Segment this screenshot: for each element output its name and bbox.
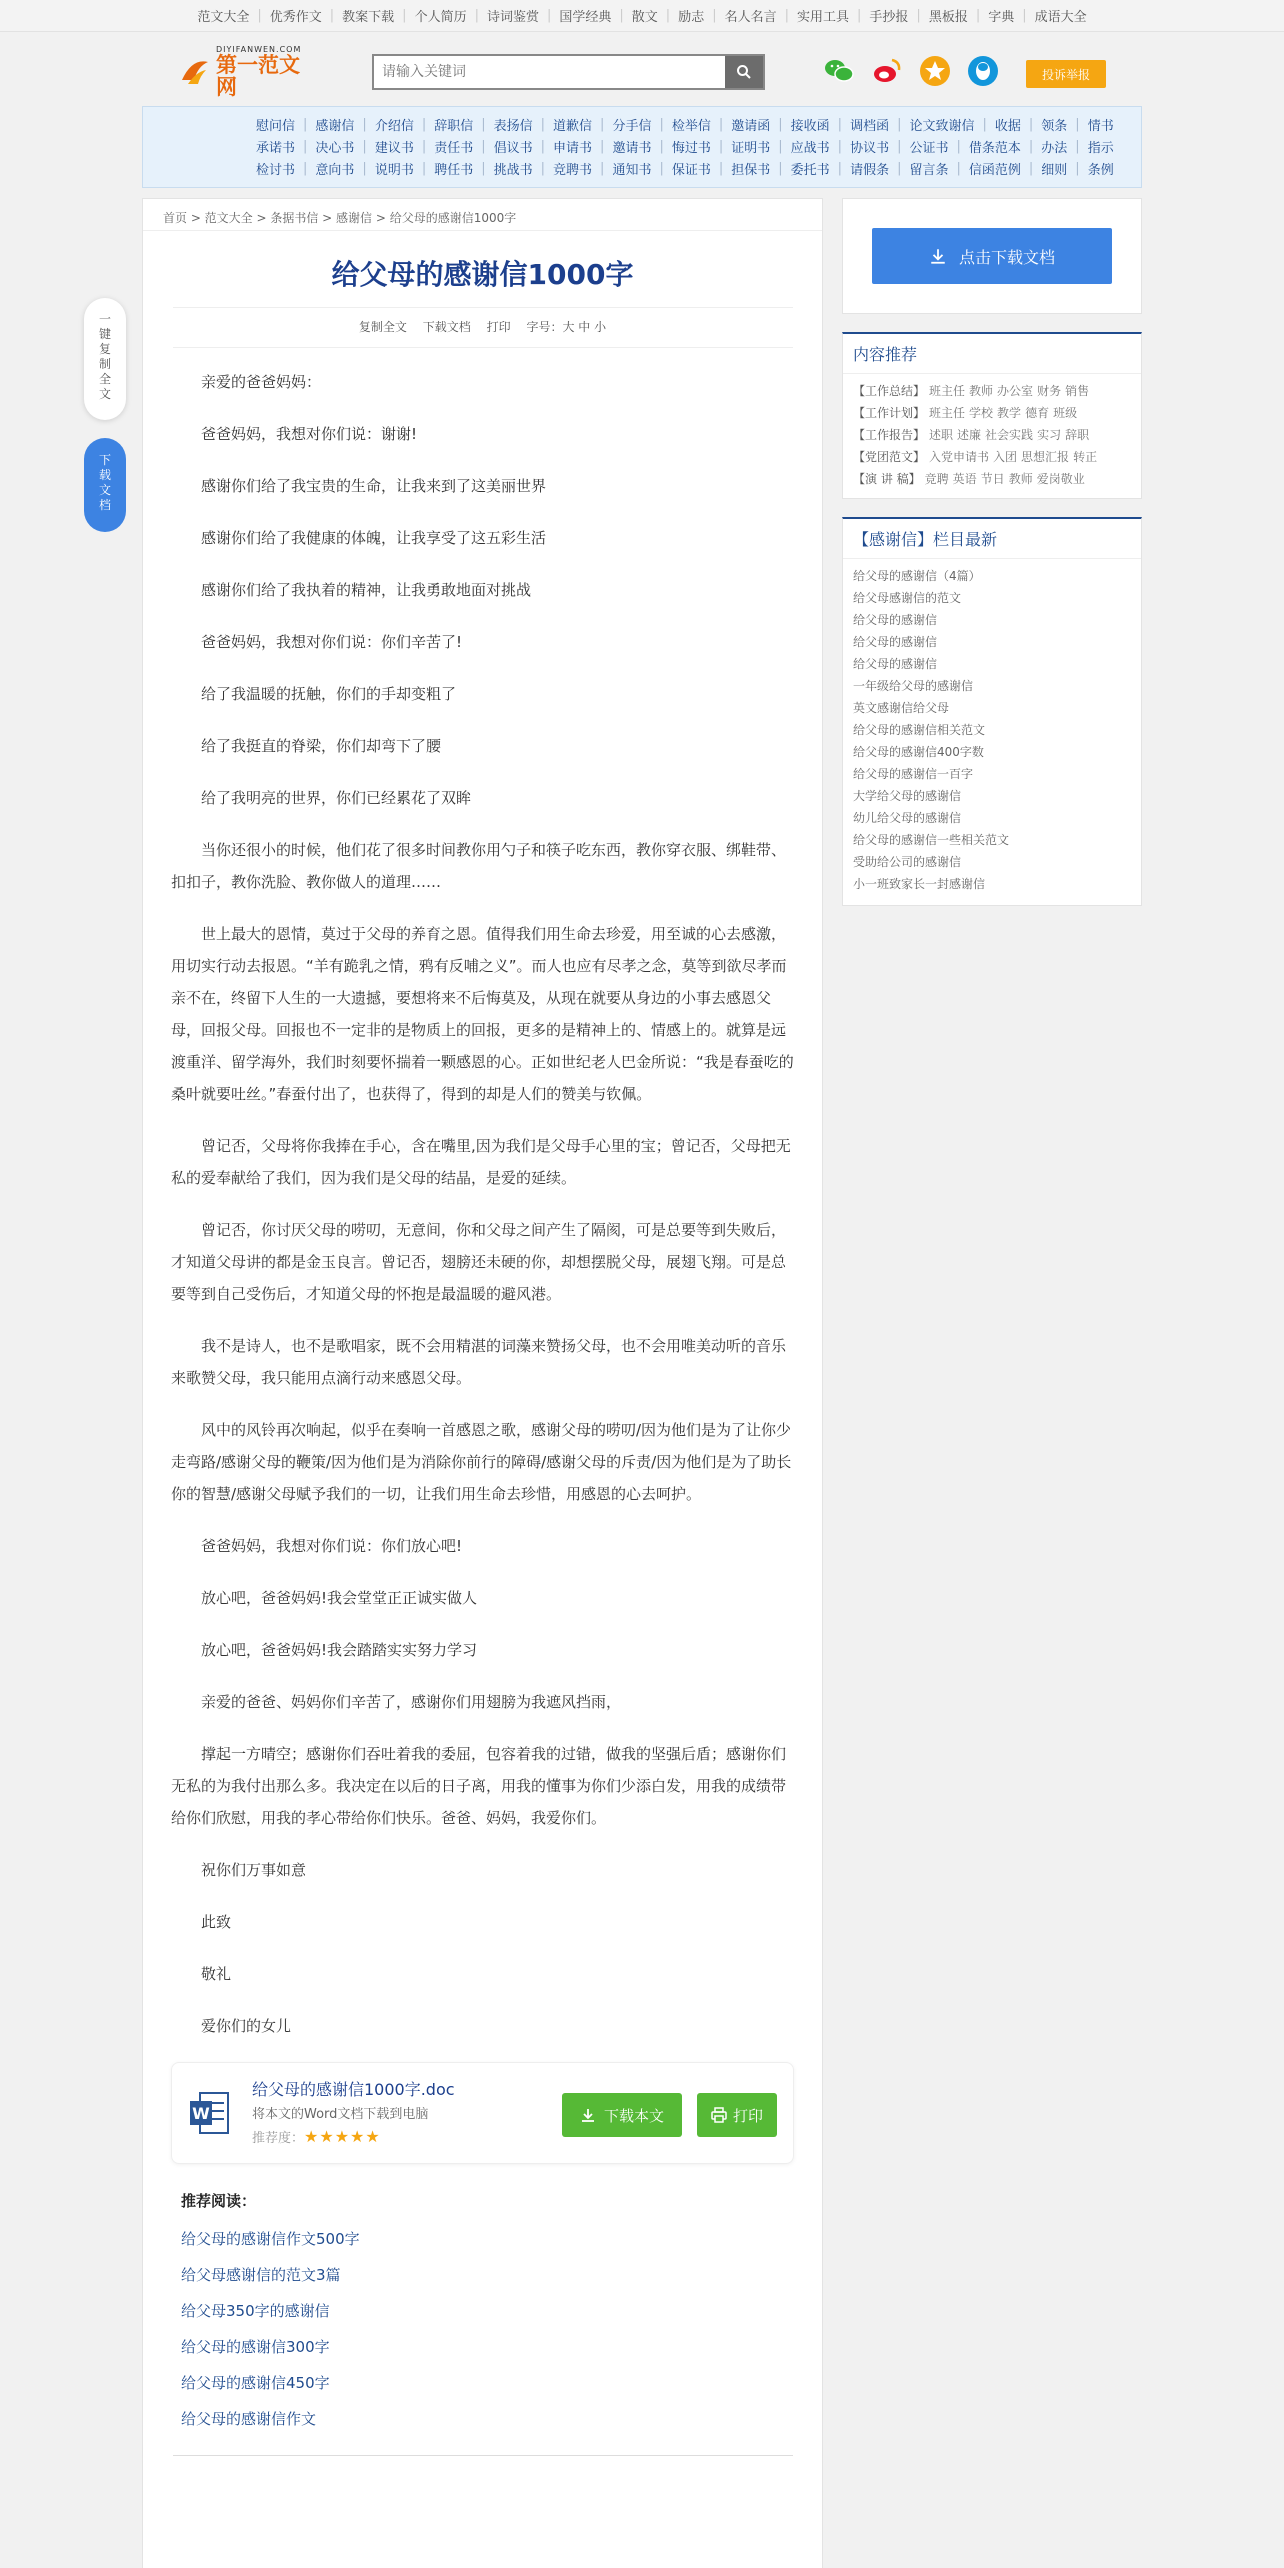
category-link[interactable]: 感谢信: [315, 118, 355, 134]
top-nav-link[interactable]: 名人名言: [724, 10, 777, 25]
category-link[interactable]: 表扬信: [493, 118, 533, 134]
article-paragraph: 爸爸妈妈，我想对你们说：你们放心吧!: [201, 1537, 463, 1555]
print-link[interactable]: 打印: [486, 320, 511, 334]
tag-link[interactable]: 述廉: [957, 428, 982, 442]
category-separator: |: [1075, 160, 1080, 176]
recommended-link[interactable]: 给父母的感谢信作文: [181, 2410, 317, 2428]
category-link[interactable]: 调档函: [850, 118, 890, 134]
top-nav-link[interactable]: 散文: [631, 10, 658, 25]
category-link[interactable]: 领条: [1041, 118, 1068, 134]
font-size-switch[interactable]: 字号：大 中 小: [526, 320, 607, 334]
tag-link[interactable]: 财务: [1037, 384, 1062, 398]
category-separator: |: [362, 116, 367, 132]
download-article-button[interactable]: [562, 2093, 682, 2137]
top-nav-link[interactable]: 实用工具: [797, 10, 850, 25]
category-link[interactable]: 证明书: [731, 140, 771, 156]
tag-link[interactable]: 辞职: [1065, 428, 1090, 442]
recommended-link[interactable]: 给父母感谢信的范文3篇: [181, 2266, 341, 2284]
tag-link[interactable]: 爱岗敬业: [1036, 472, 1085, 486]
top-nav-link[interactable]: 范文大全: [197, 10, 250, 25]
social-links: [822, 54, 1000, 88]
top-nav-link[interactable]: 成语大全: [1034, 10, 1087, 25]
report-button[interactable]: 投诉举报: [1026, 60, 1106, 88]
tag-link[interactable]: 实习: [1037, 428, 1062, 442]
recommended-link[interactable]: 给父母的感谢信300字: [181, 2338, 330, 2356]
download-float-label: 下载文档: [98, 453, 111, 512]
category-link[interactable]: 协议书: [850, 140, 890, 156]
category-separator: |: [778, 138, 783, 154]
top-nav-link[interactable]: 教案下载: [342, 10, 395, 25]
tag-link[interactable]: 节日: [980, 472, 1005, 486]
category-separator: |: [362, 160, 367, 176]
category-link[interactable]: 说明书: [374, 162, 414, 178]
article-paragraph: 亲爱的爸爸妈妈：: [201, 373, 322, 391]
top-nav-separator: |: [329, 8, 335, 23]
print-button[interactable]: [697, 2093, 777, 2137]
article-body: [143, 348, 822, 2042]
category-separator: |: [956, 138, 961, 154]
category-link[interactable]: 收据: [994, 118, 1021, 134]
tag-link[interactable]: 德育: [1025, 406, 1050, 420]
category-separator: |: [982, 116, 987, 132]
tag-link[interactable]: 转正: [1073, 450, 1098, 464]
article-tools: [143, 318, 822, 335]
tag-row-category[interactable]: 【工作报告】: [853, 428, 926, 442]
tag-link[interactable]: 班主任: [929, 384, 966, 398]
article-paragraph: 亲爱的爸爸、妈妈你们辛苦了，感谢你们用翅膀为我遮风挡雨，: [201, 1693, 622, 1711]
tag-row: [843, 424, 1141, 446]
category-link[interactable]: 保证书: [671, 162, 711, 178]
article-paragraph: 给了我温暖的抚触，你们的手却变粗了: [201, 685, 457, 703]
category-link[interactable]: 情书: [1087, 118, 1114, 134]
category-separator: |: [481, 160, 486, 176]
tag-link[interactable]: 入党申请书: [929, 450, 990, 464]
category-link[interactable]: 倡议书: [493, 140, 533, 156]
favorite-star-icon[interactable]: [918, 54, 952, 88]
category-link[interactable]: 留言条: [909, 162, 949, 178]
article-paragraph: 给了我明亮的世界，你们已经累花了双眸: [201, 789, 472, 807]
search-input[interactable]: [374, 56, 725, 88]
article-paragraph: 感谢你们给了我健康的体魄，让我享受了这五彩生活: [201, 529, 547, 547]
copy-all-float-label: 一键复制全文: [98, 312, 111, 401]
download-doc-link[interactable]: 下载文档: [422, 320, 471, 334]
category-separator: |: [481, 138, 486, 154]
title-divider: [173, 307, 793, 308]
recommended-reading: [143, 2164, 822, 2437]
tag-row: [843, 380, 1141, 402]
latest-list-item[interactable]: 给父母感谢信的范文: [853, 591, 962, 605]
tag-link[interactable]: 思想汇报: [1021, 450, 1070, 464]
latest-list-item[interactable]: 大学给父母的感谢信: [853, 789, 962, 803]
article-paragraph: 曾记否，你讨厌父母的唠叨，无意间，你和父母之间产生了隔阂，可是总要等到失败后，才知道父母讲的都是金玉良言。曾记否，翅膀还未硬的你，却想摆脱父母，展翅飞翔。可是总要等到自己受伤后，才知道父母的怀抱是最温暖的避风港。: [171, 1221, 787, 1303]
latest-list-item[interactable]: 英文感谢信给父母: [853, 701, 950, 715]
latest-list-item[interactable]: 给父母的感谢信一些相关范文: [853, 833, 1010, 847]
top-nav-separator: |: [857, 8, 862, 23]
latest-list-item[interactable]: 给父母的感谢信400字数: [853, 745, 984, 759]
recommended-link[interactable]: 给父母的感谢信作文500字: [181, 2230, 360, 2248]
logo-en-text: DIYIFANWEN.COM: [216, 44, 302, 54]
top-nav-link[interactable]: 优秀作文: [269, 10, 322, 25]
tag-row-category[interactable]: 【演 讲 稿】: [853, 472, 921, 486]
article-paragraph: 放心吧，爸爸妈妈!我会堂堂正正诚实做人: [201, 1589, 478, 1607]
category-link[interactable]: 意向书: [315, 162, 355, 178]
copy-all-float-button[interactable]: [84, 298, 126, 420]
wechat-icon[interactable]: [822, 54, 856, 88]
tag-row: [843, 402, 1141, 424]
top-nav-separator: |: [665, 8, 671, 23]
article-paragraph: 给了我挺直的脊梁，你们却弯下了腰: [201, 737, 442, 755]
tag-link[interactable]: 教师: [969, 384, 994, 398]
tag-link[interactable]: 教学: [997, 406, 1022, 420]
category-separator: |: [837, 160, 843, 176]
content-wrap: [98, 198, 1142, 2568]
content-recommend-title: 内容推荐: [843, 334, 1141, 374]
qq-icon[interactable]: [966, 54, 1000, 88]
top-nav-separator: |: [257, 8, 262, 23]
latest-list-item[interactable]: 一年级给父母的感谢信: [853, 679, 974, 693]
category-separator: |: [718, 138, 724, 154]
tag-link[interactable]: 社会实践: [985, 428, 1034, 442]
article-paragraph: 当你还很小的时候，他们花了很多时间教你用勺子和筷子吃东西，教你穿衣服、绑鞋带、扣扣子，教你洗脸、教你做人的道理……: [171, 841, 787, 891]
svg-text:W: W: [192, 2104, 210, 2123]
site-logo[interactable]: [178, 44, 318, 99]
category-link[interactable]: 请假条: [850, 162, 890, 178]
category-separator: |: [1075, 116, 1080, 132]
tag-link[interactable]: 销售: [1065, 384, 1090, 398]
download-filename[interactable]: 给父母的感谢信1000字.doc: [252, 2080, 455, 2099]
breadcrumb[interactable]: 首页 > 范文大全 > 条据书信 > 感谢信 > 给父母的感谢信1000字: [143, 199, 822, 231]
category-link[interactable]: 邀请书: [612, 140, 652, 156]
category-link[interactable]: 建议书: [374, 140, 414, 156]
header: [142, 32, 1142, 106]
tag-link[interactable]: 班主任: [929, 406, 966, 420]
top-nav-separator: |: [975, 8, 981, 23]
category-link[interactable]: 聘任书: [434, 162, 474, 178]
category-link[interactable]: 委托书: [790, 162, 830, 178]
main-content: [142, 198, 823, 2568]
article-paragraph: 感谢你们给了我宝贵的生命，让我来到了这美丽世界: [201, 477, 547, 495]
download-box: [171, 2062, 794, 2164]
latest-list-item[interactable]: 小一班致家长一封感谢信: [853, 877, 986, 891]
recommended-heading: 推荐阅读：: [181, 2192, 257, 2210]
category-separator: |: [718, 160, 724, 176]
category-link[interactable]: 慰问信: [256, 118, 296, 134]
category-separator: |: [1028, 160, 1034, 176]
download-float-button[interactable]: [84, 438, 126, 532]
recommended-link[interactable]: 给父母350字的感谢信: [181, 2302, 330, 2320]
category-link[interactable]: 借条范本: [968, 140, 1021, 156]
top-nav: [0, 0, 1284, 32]
top-nav-separator: |: [1022, 8, 1027, 23]
content-recommend-box: [842, 332, 1142, 499]
category-separator: |: [897, 138, 902, 154]
top-nav-link[interactable]: 手抄报: [869, 10, 909, 25]
latest-list-item[interactable]: 给父母的感谢信: [853, 613, 938, 627]
category-separator: |: [837, 138, 843, 154]
category-row-2: [248, 135, 1141, 157]
top-nav-separator: |: [712, 8, 717, 23]
copy-text-link[interactable]: 复制全文: [358, 320, 407, 334]
article-title: 给父母的感谢信1000字: [331, 258, 634, 291]
category-link[interactable]: 邀请函: [731, 118, 771, 134]
article-paragraph: 我不是诗人，也不是歌唱家，既不会用精湛的词藻来赞扬父母，也不会用唯美动听的音乐来歌赞父母，我只能用点滴行动来感恩父母。: [171, 1337, 787, 1387]
category-row-1: [248, 113, 1141, 135]
download-rating: [252, 2127, 381, 2146]
latest-list-title: 【感谢信】栏目最新: [843, 519, 1141, 559]
category-separator: |: [600, 138, 605, 154]
logo-mark-icon: [178, 54, 212, 88]
category-link[interactable]: 责任书: [434, 140, 474, 156]
latest-list-item[interactable]: 给父母的感谢信一百字: [853, 767, 974, 781]
sidebar: [842, 198, 1142, 906]
article-paragraph: 祝你们万事如意: [201, 1861, 307, 1879]
category-link[interactable]: 接收函: [790, 118, 830, 134]
category-link[interactable]: 道歉信: [553, 118, 593, 134]
category-separator: |: [897, 160, 902, 176]
article-paragraph: 撑起一方晴空；感谢你们吞吐着我的委屈，包容着我的过错，做我的坚强后盾；感谢你们无私的为我付出那么多。我决定在以后的日子离，用我的懂事为你们少添白发，用我的成绩带给你们欣慰，用我的孝心带给你们快乐。爸爸、妈妈，我爱你们。: [171, 1745, 787, 1827]
category-separator: |: [303, 116, 308, 132]
article-paragraph: 世上最大的恩情，莫过于父母的养育之恩。值得我们用生命去珍爱，用至诚的心去感激，用切实行动去报恩。“羊有跪乳之情，鸦有反哺之义”。而人也应有尽孝之念，莫等到欲尽孝而亲不在，终留下人生的一大遗撼，要想将来不后悔莫及，从现在就要从身边的小事去感恩父母，回报父母。回报也不一定非的是物质上的回报，更多的是精神上的、情感上的。就算是远渡重洋、留学海外，我们时刻要怀揣着一颗感恩的心。正如世纪老人巴金所说：“我是春蚕吃的桑叶就要吐丝。”春蚕付出了，也获得了，得到的却是人们的赞美与钦佩。: [171, 925, 794, 1103]
print-label: 打印: [732, 2106, 763, 2125]
category-separator: |: [1028, 116, 1034, 132]
category-separator: |: [956, 160, 961, 176]
category-link[interactable]: 挑战书: [493, 162, 533, 178]
category-separator: |: [778, 116, 783, 132]
category-separator: |: [718, 116, 724, 132]
search-bar: [372, 54, 765, 90]
tag-link[interactable]: 入团: [993, 450, 1018, 464]
tag-row: [843, 446, 1141, 468]
category-link[interactable]: 论文致谢信: [909, 118, 975, 134]
category-link[interactable]: 细则: [1041, 162, 1068, 178]
tag-row-category[interactable]: 【工作总结】: [853, 384, 926, 398]
category-separator: |: [897, 116, 902, 132]
weibo-icon[interactable]: [870, 54, 904, 88]
top-nav-separator: |: [916, 8, 921, 23]
download-icon: [929, 247, 947, 265]
category-link[interactable]: 条例: [1087, 162, 1114, 178]
logo-cn-text: 第一范文网: [216, 52, 300, 99]
sidebar-download-label: 点击下载文档: [958, 247, 1055, 267]
top-nav-link[interactable]: 黑板报: [928, 10, 968, 25]
top-nav-link[interactable]: 国学经典: [559, 10, 612, 25]
category-separator: |: [421, 160, 427, 176]
tag-link[interactable]: 竞聘: [924, 472, 949, 486]
article-paragraph: 爸爸妈妈，我想对你们说：谢谢!: [201, 425, 418, 443]
category-link[interactable]: 信函范例: [968, 162, 1021, 178]
tag-link[interactable]: 述职: [929, 428, 954, 442]
category-separator: |: [1075, 138, 1080, 154]
category-link[interactable]: 介绍信: [374, 118, 414, 134]
category-separator: |: [540, 160, 546, 176]
article-paragraph: 曾记否，父母将你我捧在手心，含在嘴里,因为我们是父母手心里的宝；曾记否，父母把无私的爱奉献给了我们，因为我们是父母的结晶，是爱的延续。: [171, 1137, 791, 1187]
article-paragraph: 敬礼: [201, 1965, 232, 1983]
tag-row-category[interactable]: 【党团范文】: [853, 450, 926, 464]
category-link[interactable]: 通知书: [612, 162, 652, 178]
download-icon: [580, 2107, 596, 2123]
category-link[interactable]: 应战书: [790, 140, 830, 156]
category-separator: |: [540, 138, 546, 154]
category-link[interactable]: 检讨书: [256, 162, 296, 178]
category-separator: |: [600, 116, 605, 132]
article-paragraph: 爸爸妈妈，我想对你们说：你们辛苦了!: [201, 633, 463, 651]
category-link[interactable]: 指示: [1087, 140, 1114, 156]
top-nav-link[interactable]: 个人简历: [414, 10, 467, 25]
top-nav-link[interactable]: 诗词鉴赏: [486, 10, 539, 25]
rating-label: 推荐度：: [252, 2131, 305, 2146]
category-link[interactable]: 悔过书: [671, 140, 711, 156]
top-nav-link[interactable]: 励志: [678, 10, 705, 25]
category-separator: |: [659, 160, 664, 176]
top-nav-separator: |: [402, 8, 407, 23]
article-paragraph: 爱你们的女儿: [201, 2017, 292, 2035]
top-nav-separator: |: [474, 8, 479, 23]
sidebar-download-button[interactable]: [872, 228, 1112, 284]
category-separator: |: [1028, 138, 1034, 154]
tag-link[interactable]: 教师: [1008, 472, 1033, 486]
category-link[interactable]: 决心书: [315, 140, 355, 156]
category-row-3: [248, 157, 1141, 179]
recommended-divider: [173, 2455, 793, 2456]
tag-link[interactable]: 班级: [1053, 406, 1078, 420]
category-nav: [142, 106, 1142, 188]
top-nav-separator: |: [619, 8, 624, 23]
latest-list-item[interactable]: 给父母的感谢信（4篇）: [853, 569, 981, 583]
sidebar-download-panel: [842, 198, 1142, 314]
category-separator: |: [362, 138, 367, 154]
latest-list-box: [842, 517, 1142, 906]
latest-list-item[interactable]: 给父母的感谢信相关范文: [853, 723, 986, 737]
printer-icon: [711, 2107, 727, 2123]
rating-stars: ★★★★★: [304, 2127, 381, 2146]
search-button[interactable]: [725, 56, 763, 88]
latest-list-item[interactable]: 受助给公司的感谢信: [853, 855, 962, 869]
category-link[interactable]: 分手信: [612, 118, 652, 134]
latest-list-item[interactable]: 给父母的感谢信: [853, 635, 938, 649]
latest-list-item[interactable]: 幼儿给父母的感谢信: [853, 811, 962, 825]
download-article-label: 下载本文: [603, 2106, 664, 2125]
category-separator: |: [600, 160, 605, 176]
category-separator: |: [481, 116, 486, 132]
category-link[interactable]: 申请书: [553, 140, 593, 156]
tag-link[interactable]: 英语: [952, 472, 977, 486]
top-nav-link[interactable]: 字典: [988, 10, 1015, 25]
download-description: 将本文的Word文档下载到电脑: [252, 2107, 429, 2122]
category-link[interactable]: 承诺书: [256, 140, 296, 156]
article-paragraph: 风中的风铃再次响起，似乎在奏响一首感恩之歌，感谢父母的唠叨/因为他们是为了让你少走弯路/感谢父母的鞭策/因为他们是为消除你前行的障碍/感谢父母的斥责/因为他们是为了助长你的智慧/感谢父母赋予我们的一切，让我们用生命去珍惜，用感恩的心去呵护。: [171, 1421, 792, 1503]
category-separator: |: [303, 138, 308, 154]
category-separator: |: [778, 160, 783, 176]
category-link[interactable]: 辞职信: [434, 118, 474, 134]
category-link[interactable]: 公证书: [909, 140, 949, 156]
tag-link[interactable]: 学校: [969, 406, 994, 420]
category-separator: |: [659, 116, 664, 132]
category-link[interactable]: 竞聘书: [553, 162, 593, 178]
category-separator: |: [540, 116, 546, 132]
tag-link[interactable]: 办公室: [997, 384, 1034, 398]
article-paragraph: 此致: [201, 1913, 232, 1931]
tag-row: [843, 468, 1141, 490]
recommended-link[interactable]: 给父母的感谢信450字: [181, 2374, 330, 2392]
search-icon: [736, 64, 752, 80]
category-separator: |: [421, 116, 427, 132]
article-paragraph: 感谢你们给了我执着的精神，让我勇敢地面对挑战: [201, 581, 532, 599]
top-nav-separator: |: [546, 8, 552, 23]
category-separator: |: [837, 116, 843, 132]
category-separator: |: [421, 138, 427, 154]
category-link[interactable]: 检举信: [671, 118, 711, 134]
category-separator: |: [303, 160, 308, 176]
category-link[interactable]: 办法: [1041, 140, 1068, 156]
word-doc-icon: [190, 2091, 230, 2135]
top-nav-separator: |: [784, 8, 789, 23]
latest-list-item[interactable]: 给父母的感谢信: [853, 657, 938, 671]
category-separator: |: [659, 138, 664, 154]
article-paragraph: 放心吧，爸爸妈妈!我会踏踏实实努力学习: [201, 1641, 478, 1659]
category-link[interactable]: 担保书: [731, 162, 771, 178]
tag-row-category[interactable]: 【工作计划】: [853, 406, 926, 420]
